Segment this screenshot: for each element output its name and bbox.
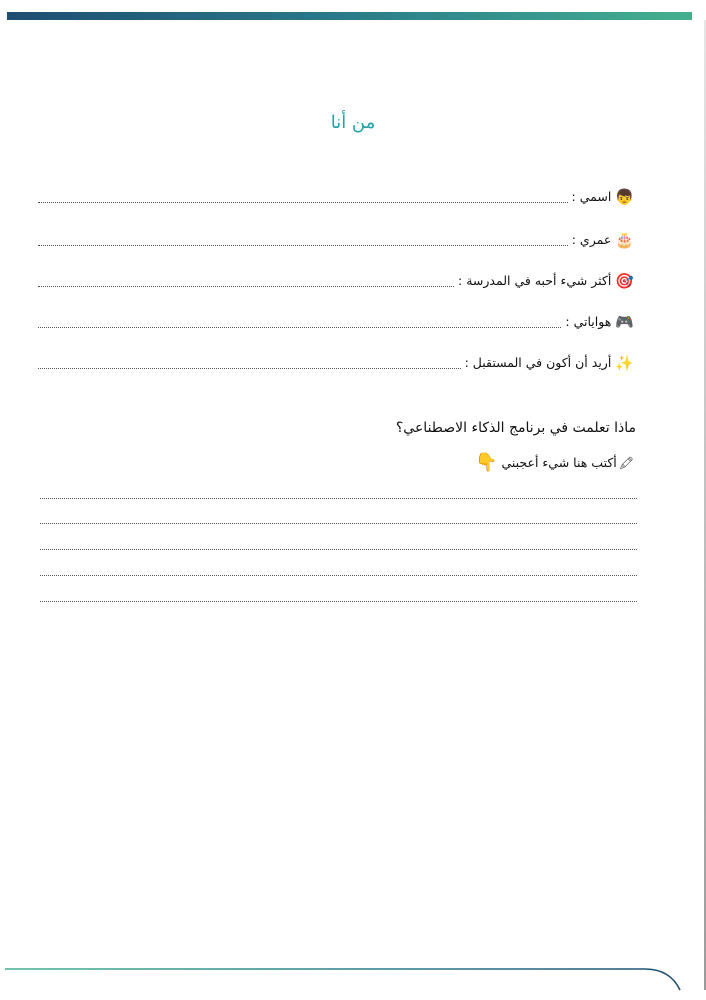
future-answer-line[interactable] [38,350,461,369]
crayon-icon: 🖍 [618,455,634,470]
field-label: أكثر شيء أحبه في المدرسة : [458,273,612,288]
field-age [38,225,634,249]
writing-line[interactable] [40,575,637,576]
boy-face-icon: 👦 [615,188,634,206]
writing-line[interactable] [40,498,637,499]
sparkles-icon: ✨ [615,354,634,372]
name-answer-line[interactable] [38,184,568,203]
writing-line[interactable] [40,601,637,602]
page-title: من أنا [330,112,376,133]
hobbies-answer-line[interactable] [38,309,561,328]
field-label: عمري : [571,232,612,247]
birthday-cake-icon: 🎂 [615,231,634,249]
field-label: أريد أن أكون في المستقبل : [464,355,612,370]
writing-line[interactable] [40,549,637,550]
field-label: هواياتي : [565,314,612,329]
field-label: اسمي : [571,189,612,204]
header-gradient-bar [7,12,692,20]
footer-decorative-curve [0,960,706,1000]
field-favorite-at-school [38,266,634,290]
write-prompt [475,452,634,473]
prompt-text: أكتب هنا شيء أعجبني [501,455,617,470]
field-name [38,182,634,206]
pointing-down-icon: 👇 [475,452,498,473]
game-controller-icon: 🎮 [615,313,634,331]
writing-line[interactable] [40,523,637,524]
target-icon: 🎯 [615,272,634,290]
field-hobbies [38,307,634,331]
field-future [38,348,634,372]
question-heading: ماذا تعلمت في برنامج الذكاء الاصطناعي؟ [395,420,636,436]
age-answer-line[interactable] [38,227,568,246]
favorite-answer-line[interactable] [38,268,454,287]
